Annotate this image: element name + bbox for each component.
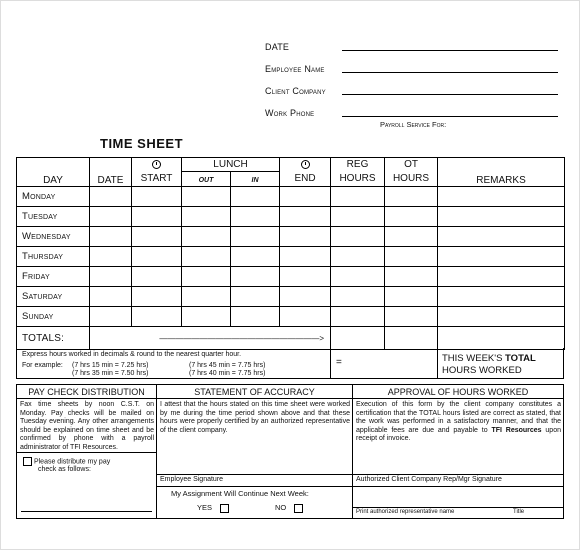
example-3: (7 hrs 35 min = 7.50 hrs) — [72, 370, 149, 377]
reg-hours-cell[interactable] — [331, 307, 385, 327]
lunch-out-cell[interactable] — [182, 207, 231, 227]
client-company-label: Client Company — [265, 86, 326, 96]
lunch-in-cell[interactable] — [231, 307, 280, 327]
col-reg-text-1: REG — [346, 159, 369, 171]
lunch-out-cell[interactable] — [182, 287, 231, 307]
ot-hours-cell[interactable] — [385, 287, 438, 307]
divider — [17, 452, 156, 453]
week-total-prefix: THIS WEEK'S — [442, 353, 506, 364]
remarks-cell[interactable] — [438, 307, 565, 327]
end-cell[interactable] — [280, 227, 331, 247]
date-cell[interactable] — [90, 207, 132, 227]
yes-checkbox[interactable] — [220, 504, 229, 513]
end-cell[interactable] — [280, 307, 331, 327]
date-cell[interactable] — [90, 267, 132, 287]
payroll-service-label: Payroll Service For: — [380, 120, 447, 129]
pay-check-section — [16, 384, 157, 519]
col-day-header — [17, 158, 90, 187]
col-lunch-text: LUNCH — [213, 159, 248, 170]
day-label: Friday — [17, 267, 90, 287]
col-in-header — [231, 172, 280, 187]
week-total-bold: TOTAL — [505, 353, 536, 364]
date-cell[interactable] — [90, 287, 132, 307]
reg-hours-total-cell[interactable] — [331, 327, 385, 350]
remarks-cell[interactable] — [438, 187, 565, 207]
start-cell[interactable] — [132, 307, 182, 327]
reg-hours-cell[interactable] — [331, 267, 385, 287]
no-checkbox[interactable] — [294, 504, 303, 513]
approval-body-bold: TFI Resources — [491, 426, 542, 434]
ot-hours-cell[interactable] — [385, 227, 438, 247]
no-option — [275, 503, 303, 513]
col-remarks-header — [438, 158, 565, 187]
example-2: (7 hrs 45 min = 7.75 hrs) — [189, 362, 266, 369]
divider — [157, 486, 352, 487]
day-row — [17, 247, 565, 267]
date-label: DATE — [265, 42, 290, 52]
remarks-cell[interactable] — [438, 207, 565, 227]
reg-hours-cell[interactable] — [331, 187, 385, 207]
date-cell[interactable] — [90, 307, 132, 327]
client-company-field[interactable] — [342, 94, 558, 95]
start-cell[interactable] — [132, 287, 182, 307]
accuracy-body: I attest that the hours stated on this time sheet were worked by me during the time period shown above and that these hours were properly certified by an authorized representative of the client company. — [160, 401, 350, 434]
col-reg-text-2: HOURS — [339, 173, 376, 185]
col-lunch-header — [182, 158, 280, 172]
distribute-line-2: check as follows: — [38, 466, 91, 473]
distribute-checkbox[interactable] — [23, 457, 32, 466]
remarks-cell[interactable] — [438, 267, 565, 287]
pay-check-body: Fax time sheets by noon C.S.T. on Monday. Pay checks will be mailed on Tuesday evening. Any other arrangements should be explained on time sheet and be confirmed by phone with a payroll administrator of TFI Resources. — [20, 401, 154, 451]
start-cell[interactable] — [132, 267, 182, 287]
example-1: (7 hrs 15 min = 7.25 hrs) — [72, 362, 149, 369]
lunch-out-cell[interactable] — [182, 267, 231, 287]
employee-signature-field[interactable] — [157, 474, 352, 475]
timesheet-table — [16, 157, 565, 350]
day-label: Wednesday — [17, 227, 90, 247]
work-phone-field[interactable] — [342, 116, 558, 117]
approval-section — [352, 384, 564, 519]
lunch-in-cell[interactable] — [231, 227, 280, 247]
end-cell[interactable] — [280, 267, 331, 287]
print-name-label: Print authorized representative name — [356, 509, 455, 515]
col-remarks-text: REMARKS — [476, 175, 526, 186]
lunch-out-cell[interactable] — [182, 247, 231, 267]
totals-remarks-cell — [438, 327, 565, 350]
col-start-header — [132, 172, 182, 187]
lunch-out-cell[interactable] — [182, 227, 231, 247]
day-row — [17, 267, 565, 287]
clock-icon — [152, 160, 161, 169]
day-label: Thursday — [17, 247, 90, 267]
remarks-cell[interactable] — [438, 227, 565, 247]
lunch-in-cell[interactable] — [231, 287, 280, 307]
lunch-out-cell[interactable] — [182, 307, 231, 327]
print-name-field[interactable] — [353, 507, 563, 508]
hours-worked-label: HOURS WORKED — [442, 365, 522, 376]
date-cell[interactable] — [90, 187, 132, 207]
equals-sign: = — [336, 357, 342, 368]
approval-body-2: upon receipt of invoice. — [356, 426, 561, 443]
day-label: Tuesday — [17, 207, 90, 227]
continue-question: My Assignment Will Continue Next Week: — [171, 489, 309, 498]
distribution-instructions-field[interactable] — [21, 511, 152, 512]
day-label: Saturday — [17, 287, 90, 307]
date-field[interactable] — [342, 50, 558, 51]
reg-hours-cell[interactable] — [331, 227, 385, 247]
week-total-label — [442, 353, 536, 364]
reg-hours-cell[interactable] — [331, 247, 385, 267]
day-row — [17, 187, 565, 207]
ot-hours-cell[interactable] — [385, 307, 438, 327]
approval-body-1: Execution of this form by the client company constitutes a certification that the TOTAL hours listed are correct as stated, that the work was performed in a satisfactory manner, and that the applicable fees are due and payable to — [356, 401, 561, 434]
yes-label: YES — [197, 503, 213, 512]
distribute-line-1: Please distribute my pay — [33, 458, 111, 466]
divider — [353, 486, 563, 487]
example-4: (7 hrs 40 min = 7.75 hrs) — [189, 370, 266, 377]
col-day-text: DAY — [43, 175, 63, 186]
end-cell[interactable] — [280, 187, 331, 207]
ot-hours-cell[interactable] — [385, 187, 438, 207]
day-label: Sunday — [17, 307, 90, 327]
end-cell[interactable] — [280, 207, 331, 227]
end-cell[interactable] — [280, 287, 331, 307]
approval-body — [356, 401, 561, 444]
no-label: NO — [275, 503, 287, 512]
accuracy-section — [156, 384, 353, 519]
employee-name-field[interactable] — [342, 72, 558, 73]
ot-hours-cell[interactable] — [385, 207, 438, 227]
clock-icon — [301, 160, 310, 169]
start-cell[interactable] — [132, 227, 182, 247]
week-total-hours-field[interactable] — [330, 348, 438, 379]
totals-row — [17, 327, 565, 350]
client-signature-label: Authorized Client Company Rep/Mgr Signature — [356, 476, 502, 483]
start-cell[interactable] — [132, 187, 182, 207]
start-clock-cell — [132, 158, 182, 172]
col-ot-text-2: HOURS — [392, 173, 430, 185]
col-ot-header-top — [385, 158, 438, 172]
col-end-text: END — [294, 173, 316, 185]
start-cell[interactable] — [132, 247, 182, 267]
lunch-in-cell[interactable] — [231, 247, 280, 267]
lunch-in-cell[interactable] — [231, 207, 280, 227]
pay-check-heading: PAY CHECK DISTRIBUTION — [17, 387, 156, 399]
yes-option — [197, 503, 229, 513]
example-label: For example: — [22, 362, 63, 369]
week-total-label-box — [437, 348, 564, 379]
col-reg-header-bottom — [331, 172, 385, 187]
day-row — [17, 287, 565, 307]
date-cell[interactable] — [90, 247, 132, 267]
date-cell[interactable] — [90, 227, 132, 247]
ot-hours-total-cell[interactable] — [385, 327, 438, 350]
col-date-text: DATE — [97, 175, 124, 186]
col-start-text: START — [140, 173, 173, 185]
page-title: TIME SHEET — [100, 136, 184, 151]
lunch-in-cell[interactable] — [231, 187, 280, 207]
employee-signature-label: Employee Signature — [160, 476, 224, 483]
col-out-text: OUT — [198, 176, 214, 184]
accuracy-heading: STATEMENT OF ACCURACY — [157, 387, 352, 399]
day-label: Monday — [17, 187, 90, 207]
ot-hours-cell[interactable] — [385, 247, 438, 267]
col-in-text: IN — [251, 176, 259, 184]
col-date-header — [90, 158, 132, 187]
remarks-cell[interactable] — [438, 247, 565, 267]
end-cell[interactable] — [280, 247, 331, 267]
col-end-header — [280, 172, 331, 187]
work-phone-label: Work Phone — [265, 108, 315, 118]
day-row — [17, 227, 565, 247]
approval-heading: APPROVAL OF HOURS WORKED — [353, 387, 563, 399]
start-cell[interactable] — [132, 207, 182, 227]
totals-arrow: ————————————————————> — [90, 327, 331, 350]
col-ot-text-1: OT — [404, 159, 418, 171]
day-row — [17, 307, 565, 327]
employee-name-label: Employee Name — [265, 64, 325, 74]
reg-hours-cell[interactable] — [331, 287, 385, 307]
end-clock-cell — [280, 158, 331, 172]
col-out-header — [182, 172, 231, 187]
remarks-cell[interactable] — [438, 287, 565, 307]
col-ot-header-bottom — [385, 172, 438, 187]
ot-hours-cell[interactable] — [385, 267, 438, 287]
col-reg-header-top — [331, 158, 385, 172]
day-row — [17, 207, 565, 227]
totals-label: TOTALS: — [17, 327, 90, 350]
reg-hours-cell[interactable] — [331, 207, 385, 227]
client-signature-field[interactable] — [353, 474, 563, 475]
title-label: Title — [513, 509, 525, 515]
notes-box — [16, 348, 331, 379]
lunch-out-cell[interactable] — [182, 187, 231, 207]
express-hours-note: Express hours worked in decimals & round to the nearest quarter hour. — [22, 351, 242, 358]
lunch-in-cell[interactable] — [231, 267, 280, 287]
